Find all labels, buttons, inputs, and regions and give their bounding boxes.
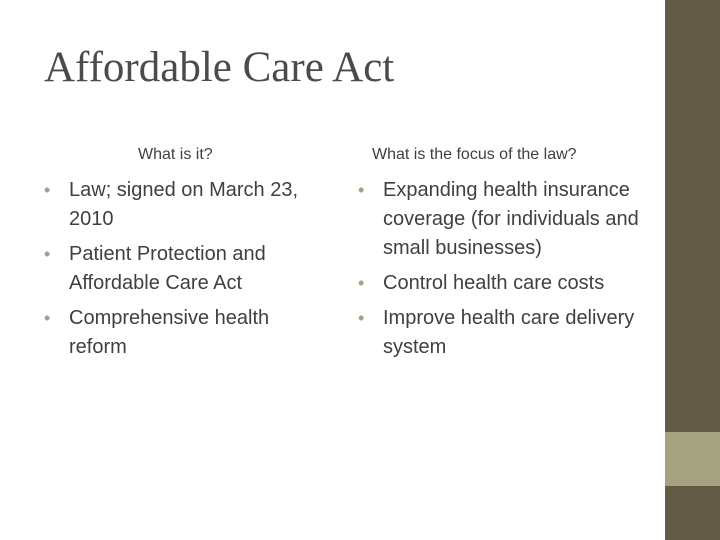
bullet-text: Comprehensive health reform — [69, 307, 270, 358]
left-bullet-list — [44, 176, 329, 368]
list-item — [44, 240, 329, 298]
list-item — [44, 176, 329, 234]
bullet-icon: • — [358, 273, 365, 293]
list-item — [44, 304, 329, 362]
right-column-heading: What is the focus of the law? — [372, 146, 577, 163]
bullet-icon: • — [44, 308, 51, 328]
sidebar-accent-block — [665, 432, 720, 486]
list-item — [358, 269, 648, 298]
bullet-icon: • — [358, 180, 365, 200]
list-item — [358, 176, 648, 263]
decorative-sidebar — [665, 0, 720, 540]
bullet-icon: • — [44, 180, 51, 200]
bullet-icon: • — [44, 244, 51, 264]
bullet-text: Control health care costs — [383, 272, 605, 294]
bullet-text: Expanding health insurance coverage (for individuals and small businesses) — [383, 179, 639, 259]
bullet-text: Law; signed on March 23, 2010 — [69, 179, 299, 230]
left-column-heading: What is it? — [138, 146, 213, 163]
slide-title: Affordable Care Act — [44, 44, 395, 91]
right-bullet-list — [358, 176, 648, 368]
bullet-icon: • — [358, 308, 365, 328]
bullet-text: Patient Protection and Affordable Care Act — [69, 243, 266, 294]
bullet-text: Improve health care delivery system — [383, 307, 635, 358]
list-item — [358, 304, 648, 362]
